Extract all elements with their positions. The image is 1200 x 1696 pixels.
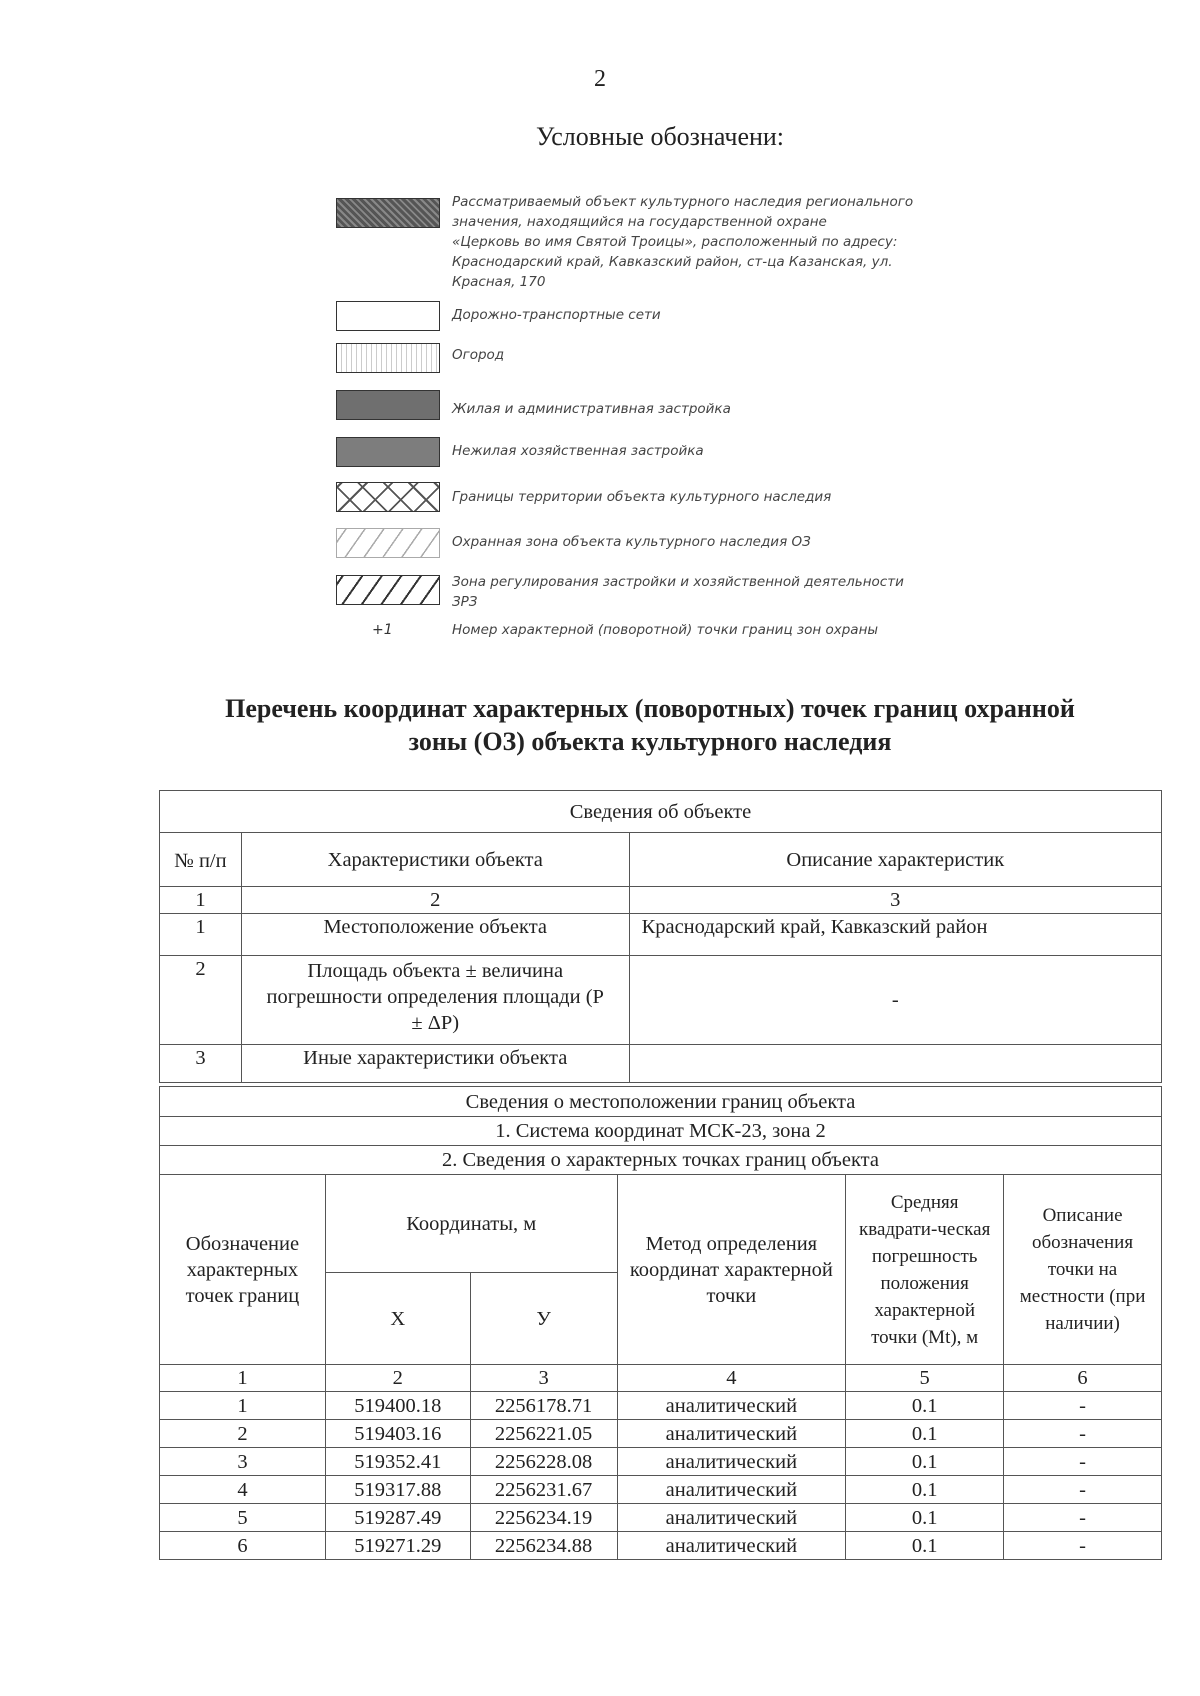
col-coords-header: Координаты, м — [325, 1175, 617, 1273]
table-row — [160, 1476, 1162, 1504]
legend-item-nonresidential — [336, 437, 440, 467]
col-method-header: Метод определения координат характерной точки — [617, 1175, 846, 1365]
col-number: 5 — [846, 1365, 1004, 1392]
point-number: 5 — [160, 1504, 326, 1532]
row-characteristic: Площадь объекта ± величина погрешности определения площади (P ± ΔP) — [241, 956, 629, 1045]
heritage-object-swatch — [336, 198, 440, 228]
row-number: 1 — [160, 914, 242, 956]
legend-text-territory-border: Границы территории объекта культурного наследия — [452, 489, 832, 505]
object-info-table — [159, 790, 1162, 1083]
row-number: 3 — [160, 1045, 242, 1083]
point-description: - — [1004, 1476, 1162, 1504]
point-description: - — [1004, 1420, 1162, 1448]
page-title: Перечень координат характерных (поворотных) точек границ охранной зоны (ОЗ) объекта культурного наследия — [225, 694, 1075, 756]
col-number: 1 — [160, 887, 242, 914]
col-designation-header: Обозначение характерных точек границ — [160, 1175, 326, 1365]
row-description: - — [629, 956, 1161, 1045]
point-method: аналитический — [617, 1504, 846, 1532]
point-method: аналитический — [617, 1392, 846, 1420]
row-description — [629, 1045, 1161, 1083]
territory-border-swatch — [336, 482, 440, 512]
col-number: 1 — [160, 1365, 326, 1392]
point-symbol: +1 — [372, 622, 393, 638]
regulation-zone-swatch — [336, 575, 440, 605]
point-x: 519271.29 — [325, 1532, 470, 1560]
point-description: - — [1004, 1448, 1162, 1476]
point-method: аналитический — [617, 1532, 846, 1560]
col-number: 4 — [617, 1365, 846, 1392]
col-number: 3 — [629, 887, 1161, 914]
point-error: 0.1 — [846, 1532, 1004, 1560]
point-y: 2256221.05 — [470, 1420, 617, 1448]
point-y: 2256234.88 — [470, 1532, 617, 1560]
col-description-header: Описание обозначения точки на местности (при наличии) — [1004, 1175, 1162, 1365]
protection-zone-swatch — [336, 528, 440, 558]
legend-text-roads: Дорожно-транспортные сети — [452, 307, 661, 323]
point-x: 519287.49 — [325, 1504, 470, 1532]
boundary-points-table — [159, 1086, 1162, 1560]
point-y: 2256234.19 — [470, 1504, 617, 1532]
point-number: 4 — [160, 1476, 326, 1504]
object-info-header: Сведения об объекте — [160, 791, 1162, 833]
point-description: - — [1004, 1532, 1162, 1560]
points-header: 2. Сведения о характерных точках границ объекта — [160, 1146, 1162, 1175]
legend-item-regulation-zone — [336, 575, 440, 605]
legend-title: Условные обозначени: — [535, 122, 785, 151]
point-x: 519317.88 — [325, 1476, 470, 1504]
table-row — [160, 1045, 1162, 1083]
point-description: - — [1004, 1392, 1162, 1420]
point-number: 3 — [160, 1448, 326, 1476]
legend-item-residential — [336, 390, 440, 420]
table-row — [160, 914, 1162, 956]
point-y: 2256228.08 — [470, 1448, 617, 1476]
col-number: 2 — [325, 1365, 470, 1392]
nonresidential-swatch — [336, 437, 440, 467]
table-row — [160, 1448, 1162, 1476]
table-row — [160, 1392, 1162, 1420]
legend-item-protection-zone — [336, 528, 440, 558]
legend-text-heritage-object: Рассматриваемый объект культурного наследия регионального значения, находящийся на государственной охране «Церковь во имя Святой Троицы», расположенный по адресу: Краснодарский край, Кавказский район, ст-ца Казанская, ул. Красная, 170 — [452, 194, 914, 290]
legend-text-point-number: Номер характерной (поворотной) точки границ зон охраны — [452, 622, 879, 638]
table-row — [160, 1504, 1162, 1532]
legend-item-heritage-object — [336, 198, 440, 228]
legend-text-protection-zone: Охранная зона объекта культурного наследия ОЗ — [452, 534, 811, 550]
legend-text-regulation-zone: Зона регулирования застройки и хозяйственной деятельности ЗРЗ — [452, 574, 904, 610]
residential-swatch — [336, 390, 440, 420]
table-row — [160, 1532, 1162, 1560]
point-y: 2256178.71 — [470, 1392, 617, 1420]
col-number: 6 — [1004, 1365, 1162, 1392]
legend-text-residential: Жилая и административная застройка — [452, 401, 731, 417]
point-error: 0.1 — [846, 1392, 1004, 1420]
col-number: 3 — [470, 1365, 617, 1392]
point-method: аналитический — [617, 1420, 846, 1448]
page-number: 2 — [594, 66, 606, 92]
col-char-header: Характеристики объекта — [241, 833, 629, 887]
boundaries-header: Сведения о местоположении границ объекта — [160, 1087, 1162, 1117]
point-x: 519400.18 — [325, 1392, 470, 1420]
legend-text-garden: Огород — [452, 347, 505, 363]
point-number: 2 — [160, 1420, 326, 1448]
point-error: 0.1 — [846, 1448, 1004, 1476]
table-row — [160, 1420, 1162, 1448]
coordinate-system: 1. Система координат МСК-23, зона 2 — [160, 1117, 1162, 1146]
legend-text-nonresidential: Нежилая хозяйственная застройка — [452, 443, 704, 459]
point-number: 1 — [160, 1392, 326, 1420]
legend-item-garden — [336, 343, 440, 373]
col-desc-header: Описание характеристик — [629, 833, 1161, 887]
row-description: Краснодарский край, Кавказский район — [629, 914, 1161, 956]
col-y-header: У — [470, 1273, 617, 1365]
row-characteristic: Иные характеристики объекта — [241, 1045, 629, 1083]
point-y: 2256231.67 — [470, 1476, 617, 1504]
col-error-header: Средняя квадрати-ческая погрешность положения характерной точки (Mt), м — [846, 1175, 1004, 1365]
col-num-header: № п/п — [160, 833, 242, 887]
point-error: 0.1 — [846, 1504, 1004, 1532]
point-method: аналитический — [617, 1448, 846, 1476]
row-characteristic: Местоположение объекта — [241, 914, 629, 956]
roads-swatch — [336, 301, 440, 331]
legend-item-territory-border — [336, 482, 440, 512]
point-number: 6 — [160, 1532, 326, 1560]
row-number: 2 — [160, 956, 242, 1045]
point-x: 519403.16 — [325, 1420, 470, 1448]
point-x: 519352.41 — [325, 1448, 470, 1476]
point-error: 0.1 — [846, 1476, 1004, 1504]
garden-swatch — [336, 343, 440, 373]
table-row — [160, 956, 1162, 1045]
point-description: - — [1004, 1504, 1162, 1532]
col-number: 2 — [241, 887, 629, 914]
point-error: 0.1 — [846, 1420, 1004, 1448]
legend-item-roads — [336, 301, 440, 331]
point-method: аналитический — [617, 1476, 846, 1504]
col-x-header: X — [325, 1273, 470, 1365]
